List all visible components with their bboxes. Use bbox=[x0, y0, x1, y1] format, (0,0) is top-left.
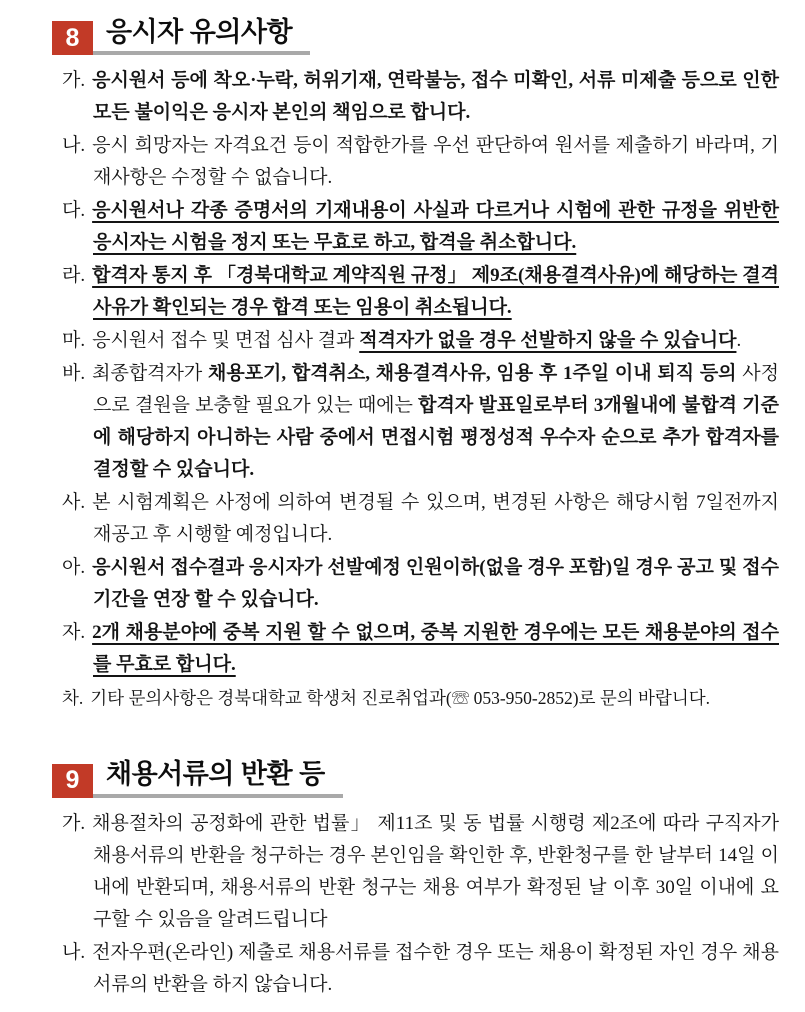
text-segment: 기타 문의사항은 경북대학교 학생처 진로취업과(☏ 053-950-2852)로 문의 바랍니다. bbox=[90, 688, 711, 709]
item-label: 아. bbox=[62, 557, 86, 579]
text-segment: 2개 채용분야에 중복 지원 할 수 없으며, 중복 지원한 경우에는 모든 채용분야의 접수를 무효로 합니다. bbox=[92, 622, 779, 676]
item-label: 사. bbox=[62, 492, 86, 514]
list-item bbox=[62, 195, 779, 259]
section-header bbox=[52, 18, 805, 55]
item-label: 나. bbox=[62, 135, 86, 157]
item-label: 다. bbox=[62, 200, 86, 222]
text-segment: 적격자가 없을 경우 선발하지 않을 수 있습니다 bbox=[359, 330, 737, 352]
list-item bbox=[62, 130, 779, 194]
item-label: 나. bbox=[62, 941, 86, 963]
text-segment: 채용절차의 공정화에 관한 법률」 제11조 및 동 법률 시행령 제2조에 따라 구직자가 채용서류의 반환을 청구하는 경우 본인임을 확인한 후, 반환청구를 한 날부터 14일 이내에 반환되며, 채용서류의 반환 청구는 채용 여부가 확정된 날 이후 30일 이내에 요구할 수 있음을 알려드립니다 bbox=[92, 812, 779, 930]
item-label: 마. bbox=[62, 330, 86, 352]
text-segment: 사정으로 결원을 보충할 필요가 있는 때에는 bbox=[93, 363, 779, 417]
text-segment: . bbox=[736, 330, 742, 352]
text-segment: 최종합격자가 bbox=[92, 363, 208, 385]
text-segment: 합격자 발표일로부터 3개월내에 불합격 기준에 해당하지 아니하는 사람 중에서 면접시험 평정성적 우수자 순으로 추가 합격자를 결정할 수 있습니다. bbox=[93, 395, 779, 481]
text-segment: 응시원서 접수 및 면접 심사 결과 bbox=[92, 330, 360, 352]
list-item bbox=[62, 65, 779, 129]
section-title: 채용서류의 반환 등 bbox=[93, 760, 343, 797]
item-label: 라. bbox=[62, 265, 86, 287]
list-item bbox=[62, 260, 779, 324]
item-label: 차. bbox=[62, 688, 84, 709]
list-item bbox=[62, 617, 779, 681]
text-segment: 응시원서 접수결과 응시자가 선발예정 인원이하(없을 경우 포함)일 경우 공고 및 접수기간을 연장 할 수 있습니다. bbox=[92, 557, 779, 611]
item-label: 바. bbox=[62, 363, 86, 385]
list-item bbox=[62, 808, 779, 936]
section-number-badge: 8 bbox=[52, 21, 93, 55]
text-segment: 전자우편(온라인) 제출로 채용서류를 접수한 경우 또는 채용이 확정된 자인 경우 채용 서류의 반환을 하지 않습니다. bbox=[92, 941, 779, 995]
text-segment: 본 시험계획은 사정에 의하여 변경될 수 있으며, 변경된 사항은 해당시험 7일전까지 재공고 후 시행할 예정입니다. bbox=[92, 492, 779, 546]
list-item bbox=[62, 358, 779, 486]
item-label: 가. bbox=[62, 812, 86, 834]
text-segment: 응시원서 등에 착오·누락, 허위기재, 연락불능, 접수 미확인, 서류 미제출 등으로 인한 모든 불이익은 응시자 본인의 책임으로 합니다. bbox=[92, 70, 779, 124]
list-item bbox=[62, 552, 779, 616]
list-item bbox=[62, 487, 779, 551]
section-item-list bbox=[62, 65, 779, 714]
list-item bbox=[62, 682, 779, 714]
text-segment: 채용포기, 합격취소, 채용결격사유, 임용 후 1주일 이내 퇴직 등의 bbox=[207, 363, 737, 385]
item-label: 자. bbox=[62, 622, 86, 644]
text-segment: 응시 희망자는 자격요건 등이 적합한가를 우선 판단하여 원서를 제출하기 바라며, 기재사항은 수정할 수 없습니다. bbox=[92, 135, 779, 189]
list-item bbox=[62, 937, 779, 1001]
section-number-badge: 9 bbox=[52, 764, 93, 798]
list-item bbox=[62, 325, 779, 357]
section-title: 응시자 유의사항 bbox=[93, 18, 310, 55]
section-header bbox=[52, 760, 805, 797]
section-document-return bbox=[0, 760, 805, 1000]
text-segment: 합격자 통지 후 「경북대학교 계약직원 규정」 제9조(채용결격사유)에 해당하는 결격 사유가 확인되는 경우 합격 또는 임용이 취소됩니다. bbox=[92, 265, 779, 319]
text-segment: 응시원서나 각종 증명서의 기재내용이 사실과 다르거나 시험에 관한 규정을 위반한 응시자는 시험을 정지 또는 무효로 하고, 합격을 취소합니다. bbox=[92, 200, 779, 254]
section-item-list bbox=[62, 808, 779, 1001]
item-label: 가. bbox=[62, 70, 86, 92]
